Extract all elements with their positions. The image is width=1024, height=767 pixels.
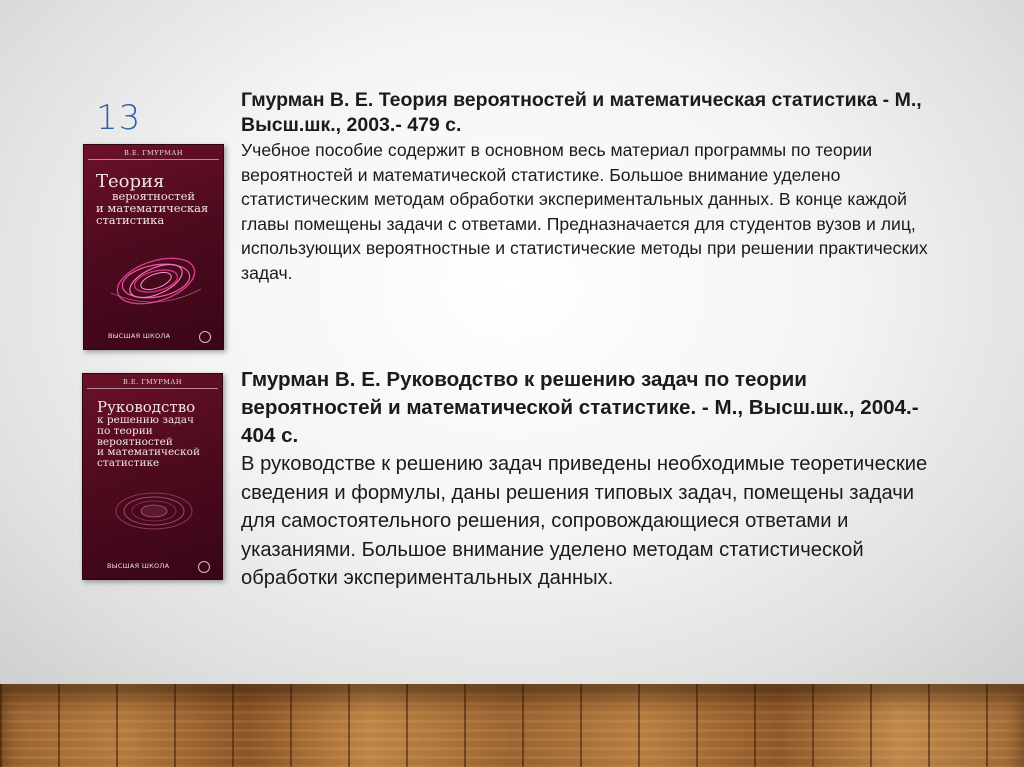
disc-illustration xyxy=(111,484,197,538)
book-cover-2 xyxy=(82,373,223,580)
book-cover-1 xyxy=(83,144,224,350)
publisher-logo-icon xyxy=(198,561,210,573)
torus-illustration xyxy=(106,241,206,321)
book-cover-title-line: вероятностей xyxy=(112,189,196,204)
book-entry-2 xyxy=(241,366,941,593)
book-cover-title-line: к решению задач xyxy=(97,414,194,427)
book-cover-title-line: статистика xyxy=(96,212,165,227)
book-cover-publisher: ВЫСШАЯ ШКОЛА xyxy=(107,562,170,570)
book-cover-title-line: и математической xyxy=(97,446,200,459)
book-description: В руководстве к решению задач приведены необходимые теоретические сведения и формулы, даны решения типовых задач, помещены задачи для самостоятельного решения, сопровождающиеся ответами и указаниями. Большое внимание уделено методам статистической обработки экспериментальных данных. xyxy=(241,453,928,589)
slide-number: 13 xyxy=(96,98,142,138)
book-citation: Гмурман В. Е. Руководство к решению задач по теории вероятностей и математической статистике. - М., Высш.шк., 2004.- 404 с. xyxy=(241,368,919,447)
book-cover-title-line: статистике xyxy=(97,457,160,470)
book-cover-title-line: по теории xyxy=(97,425,153,437)
book-cover-title-line: Теория xyxy=(96,171,165,192)
book-citation: Гмурман В. Е. Теория вероятностей и математическая статистика - М., Высш.шк., 2003.- 479 с. xyxy=(241,89,922,136)
book-cover-title-line: Руководство xyxy=(97,398,196,416)
book-description: Учебное пособие содержит в основном весь материал программы по теории вероятностей и математической статистике. Большое внимание уделено статистическим методам обработки экспериментальных данных. В конце каждой главы помещены задачи с ответами. Предназначается для студентов вузов и лиц, использующих вероятностные и статистические методы при решении практических задач. xyxy=(241,140,928,283)
book-cover-publisher: ВЫСШАЯ ШКОЛА xyxy=(108,332,171,340)
book-cover-author: В.Е. ГМУРМАН xyxy=(124,149,183,157)
book-cover-title xyxy=(96,173,221,227)
book-cover-rule xyxy=(88,159,219,160)
book-cover-title-line: и математическая xyxy=(96,201,209,216)
book-entry-1 xyxy=(241,88,941,285)
wooden-floor xyxy=(0,684,1024,767)
book-cover-title-line: вероятностей xyxy=(97,435,173,448)
book-cover-rule xyxy=(87,388,218,389)
book-cover-title xyxy=(97,400,219,469)
publisher-logo-icon xyxy=(199,331,211,343)
book-cover-author: В.Е. ГМУРМАН xyxy=(123,378,182,386)
